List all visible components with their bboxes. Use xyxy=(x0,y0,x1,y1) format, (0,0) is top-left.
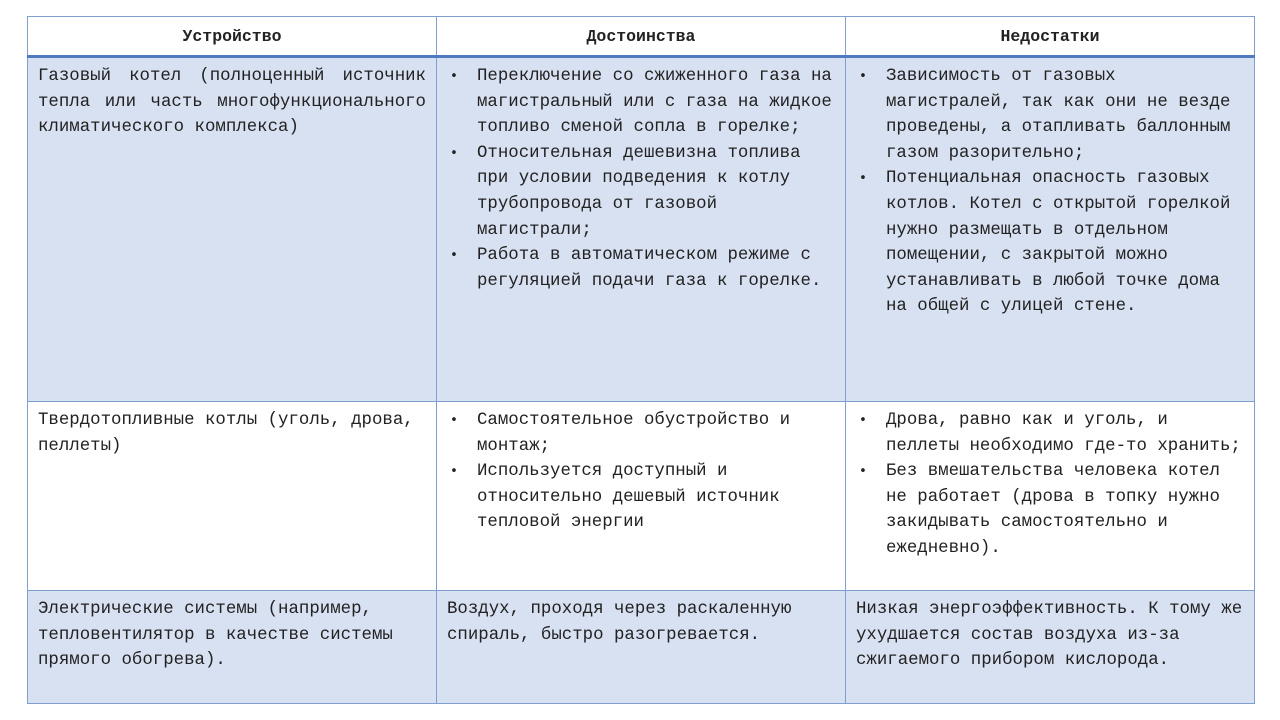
advantages-text: Воздух, проходя через раскаленную спираль, быстро разогревается. xyxy=(447,600,792,645)
advantages-cell xyxy=(437,57,846,402)
list-item: • Работа в автоматическом режиме с регуляцией подачи газа к горелке. xyxy=(447,243,835,294)
list-item: • Самостоятельное обустройство и монтаж; xyxy=(447,408,835,459)
device-text: Твердотопливные котлы (уголь, дрова, пеллеты) xyxy=(38,411,414,456)
bullet-icon: • xyxy=(450,145,458,161)
device-text: Газовый котел (полноценный источник тепла или часть многофункционального климатического комплекса) xyxy=(38,67,426,138)
disadvantages-cell xyxy=(846,591,1255,704)
advantages-list xyxy=(447,408,835,536)
disadvantages-list xyxy=(856,408,1244,562)
list-item: • Зависимость от газовых магистралей, так как они не везде проведены, а отапливать баллонным газом разорительно; xyxy=(856,64,1244,166)
disadvantages-list xyxy=(856,64,1244,320)
list-item: • Потенциальная опасность газовых котлов. Котел с открытой горелкой нужно размещать в отдельном помещении, с закрытой можно устанавливать в любой точке дома на общей с улицей стене. xyxy=(856,166,1244,320)
table-row xyxy=(28,591,1255,704)
device-cell xyxy=(28,57,437,402)
disadvantages-text: Низкая энергоэффективность. К тому же ухудшается состав воздуха из-за сжигаемого прибором кислорода. xyxy=(856,600,1243,671)
bullet-icon: • xyxy=(450,464,458,480)
heating-comparison-table xyxy=(27,16,1255,704)
header-row xyxy=(28,17,1255,57)
device-cell xyxy=(28,591,437,704)
table-row xyxy=(28,57,1255,402)
bullet-icon: • xyxy=(859,413,867,428)
bullet-icon: • xyxy=(859,464,867,480)
bullet-icon: • xyxy=(450,413,458,428)
list-item: • Без вмешательства человека котел не работает (дрова в топку нужно закидывать самостоятельно и ежедневно). xyxy=(856,459,1244,561)
device-text: Электрические системы (например, тепловентилятор в качестве системы прямого обогрева). xyxy=(38,600,393,671)
header-advantages: Достоинства xyxy=(437,17,846,57)
bullet-icon: • xyxy=(859,69,867,84)
device-cell xyxy=(28,402,437,591)
list-item: • Переключение со сжиженного газа на магистральный или с газа на жидкое топливо сменой сопла в горелке; xyxy=(447,64,835,141)
list-item: • Используется доступный и относительно дешевый источник тепловой энергии xyxy=(447,459,835,536)
advantages-list xyxy=(447,64,835,294)
list-item: • Дрова, равно как и уголь, и пеллеты необходимо где-то хранить; xyxy=(856,408,1244,459)
header-disadvantages: Недостатки xyxy=(846,17,1255,57)
advantages-cell xyxy=(437,591,846,704)
bullet-icon: • xyxy=(450,248,458,264)
list-item: • Относительная дешевизна топлива при условии подведения к котлу трубопровода от газовой магистрали; xyxy=(447,141,835,243)
bullet-icon: • xyxy=(450,69,458,84)
header-device: Устройство xyxy=(28,17,437,57)
disadvantages-cell xyxy=(846,402,1255,591)
table-row xyxy=(28,402,1255,591)
advantages-cell xyxy=(437,402,846,591)
bullet-icon: • xyxy=(859,171,867,187)
disadvantages-cell xyxy=(846,57,1255,402)
